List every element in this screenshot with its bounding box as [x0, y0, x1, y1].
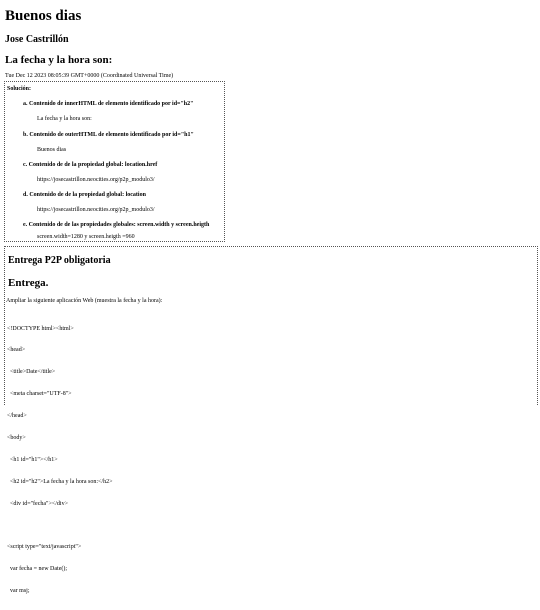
code-line: <h1 id="h1"></h1> [7, 456, 58, 463]
entrega-subtitle: Entrega. [8, 277, 49, 289]
item-label: Contenido de innerHTML de elemento identificado por id="h2" [29, 101, 194, 107]
item-letter: b. [23, 132, 28, 138]
code-line: <title>Date</title> [7, 369, 56, 376]
solution-item-e [23, 222, 209, 228]
code-line: <head> [7, 347, 26, 354]
item-label: Contenido de de la propiedad global: location [29, 192, 146, 198]
code-line [7, 523, 112, 530]
item-letter: e. [23, 222, 28, 228]
item-label: Contenido de de la propiedad global: location.href [28, 162, 158, 168]
solution-value-e: screen.width=1280 y screen.heigth =960 [37, 234, 135, 240]
date-text: Tue Dec 12 2023 08:05:39 GMT+0000 (Coordinated Universal Time) [5, 73, 174, 79]
item-letter: a. [23, 101, 28, 107]
code-line: <!DOCTYPE html><html> [7, 325, 74, 332]
author-heading: Jose Castrillón [5, 34, 69, 45]
solution-title: Solución: [7, 86, 32, 92]
fecha-heading: La fecha y la hora son: [5, 54, 113, 66]
solution-item-c [23, 162, 157, 168]
item-label: Contenido de de las propiedades globales: screen.width y screen.heigth [28, 222, 210, 228]
code-block [7, 311, 112, 610]
code-line: </head> [7, 413, 27, 420]
code-line: <body> [7, 435, 26, 442]
code-line: var msj; [7, 587, 30, 594]
code-line: var fecha = new Date(); [7, 566, 68, 573]
code-line: <div id="fecha"></div> [7, 500, 68, 507]
solution-item-d [23, 192, 146, 198]
solution-value-c: https://josecastrillon.neocities.org/p2p_modulo3/ [37, 177, 155, 183]
item-label: Contenido de outerHTML de elemento identificado por id="h1" [29, 132, 194, 138]
entrega-title: Entrega P2P obligatoria [8, 255, 111, 266]
item-letter: d. [23, 192, 28, 198]
solution-item-a [23, 101, 193, 107]
solution-value-b: Buenos dias [37, 147, 67, 153]
solution-value-a: La fecha y la hora son: [37, 116, 92, 122]
solution-item-b [23, 132, 194, 138]
entrega-section [4, 246, 538, 594]
solution-box [4, 81, 225, 242]
item-letter: c. [23, 162, 28, 168]
code-line: <meta charset="UTF-8"> [7, 391, 72, 398]
entrega-description: Ampliar la siguiente aplicación Web (muestra la fecha y la hora): [6, 298, 163, 304]
code-line: <script type="text/javascript"> [7, 544, 82, 551]
solution-value-d: https://josecastrillon.neocities.org/p2p_modulo3/ [37, 207, 155, 213]
code-line: <h2 id="h2">La fecha y la hora son:</h2> [7, 478, 113, 485]
greeting-heading: Buenos dias [5, 8, 82, 24]
